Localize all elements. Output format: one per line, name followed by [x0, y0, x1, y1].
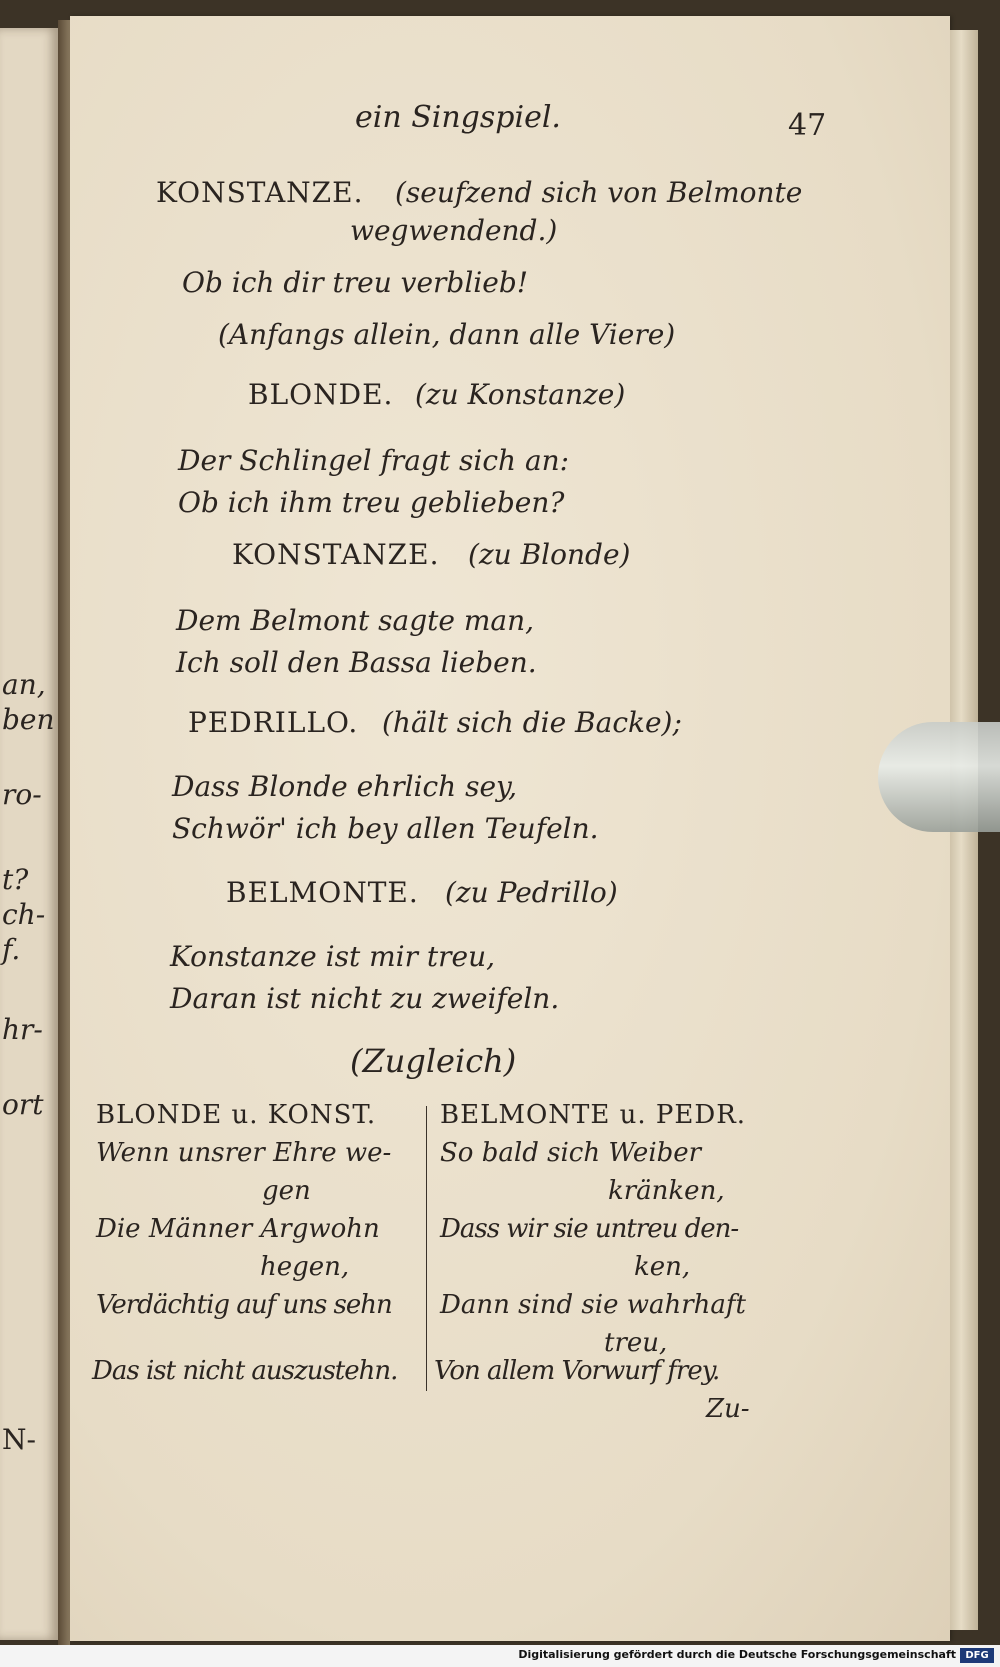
left-fragment: an,: [2, 668, 46, 701]
dfg-logo: DFG: [960, 1648, 994, 1663]
verse-line: gen: [262, 1176, 311, 1206]
left-fragment: ben: [2, 703, 55, 736]
verse-line: Daran ist nicht zu zweifeln.: [170, 982, 560, 1015]
speaker: KONSTANZE.: [156, 176, 364, 209]
verse-line: Dass wir sie untreu den-: [440, 1214, 739, 1244]
speaker: BLONDE.: [248, 378, 394, 411]
left-fragment: f.: [2, 933, 21, 966]
stage-direction: wegwendend.): [350, 214, 558, 247]
speaker: KONSTANZE.: [232, 538, 440, 571]
speaker: PEDRILLO.: [188, 706, 359, 739]
funding-notice: Digitalisierung gefördert durch die Deutsche Forschungsgemeinschaft: [518, 1648, 956, 1661]
verse-line: Ich soll den Bassa lieben.: [176, 646, 537, 679]
left-fragment: ch-: [2, 898, 46, 931]
verse-line: Das ist nicht auszustehn.: [92, 1356, 398, 1386]
stage-direction: (Anfangs allein, dann alle Viere): [218, 318, 676, 351]
book-page: [70, 16, 950, 1641]
left-fragment: hr-: [2, 1013, 43, 1046]
stage-direction: (hält sich die Backe);: [382, 706, 682, 739]
left-fragment: N-: [2, 1423, 36, 1456]
verse-line: treu,: [604, 1328, 668, 1358]
verse-line: Ob ich ihm treu geblieben?: [178, 486, 565, 519]
book-gutter: [58, 20, 70, 1645]
left-page-edge: [0, 28, 58, 1640]
verse-line: Die Männer Argwohn: [96, 1214, 380, 1244]
verse-line: kränken,: [608, 1176, 725, 1206]
left-fragment: ort: [2, 1088, 44, 1121]
section-heading: (Zugleich): [350, 1042, 517, 1080]
verse-line: Dem Belmont sagte man,: [176, 604, 535, 637]
left-fragment: t?: [2, 863, 29, 896]
verse-line: Schwör' ich bey allen Teufeln.: [172, 812, 599, 845]
verse-line: Verdächtig auf uns sehn: [96, 1290, 392, 1320]
verse-line: ken,: [634, 1252, 691, 1282]
verse-line: Wenn unsrer Ehre we-: [96, 1138, 392, 1168]
stage-direction: (zu Blonde): [468, 538, 631, 571]
verse-line: Von allem Vorwurf frey.: [434, 1356, 720, 1386]
verse-line: Der Schlingel fragt sich an:: [178, 444, 570, 477]
footer-bar: [0, 1645, 1000, 1667]
column-speaker-right: BELMONTE u. PEDR.: [440, 1100, 747, 1130]
column-speaker-left: BLONDE u. KONST.: [96, 1100, 377, 1130]
page-clip: [878, 722, 1000, 832]
stage-direction: (seufzend sich von Belmonte: [395, 176, 803, 209]
verse-line: hegen,: [260, 1252, 350, 1282]
verse-line: Dass Blonde ehrlich sey,: [172, 770, 518, 803]
page-number: 47: [788, 108, 827, 143]
verse-line: Konstanze ist mir treu,: [170, 940, 496, 973]
left-fragment: ro-: [2, 778, 42, 811]
speaker: BELMONTE.: [226, 876, 419, 909]
catchword: Zu-: [706, 1394, 750, 1424]
column-divider: [426, 1106, 427, 1391]
verse-line: Ob ich dir treu verblieb!: [182, 266, 529, 299]
verse-line: Dann sind sie wahrhaft: [440, 1290, 746, 1320]
verse-line: So bald sich Weiber: [440, 1138, 702, 1168]
stage-direction: (zu Pedrillo): [445, 876, 618, 909]
running-title: ein Singspiel.: [355, 100, 561, 135]
stage-direction: (zu Konstanze): [415, 378, 626, 411]
